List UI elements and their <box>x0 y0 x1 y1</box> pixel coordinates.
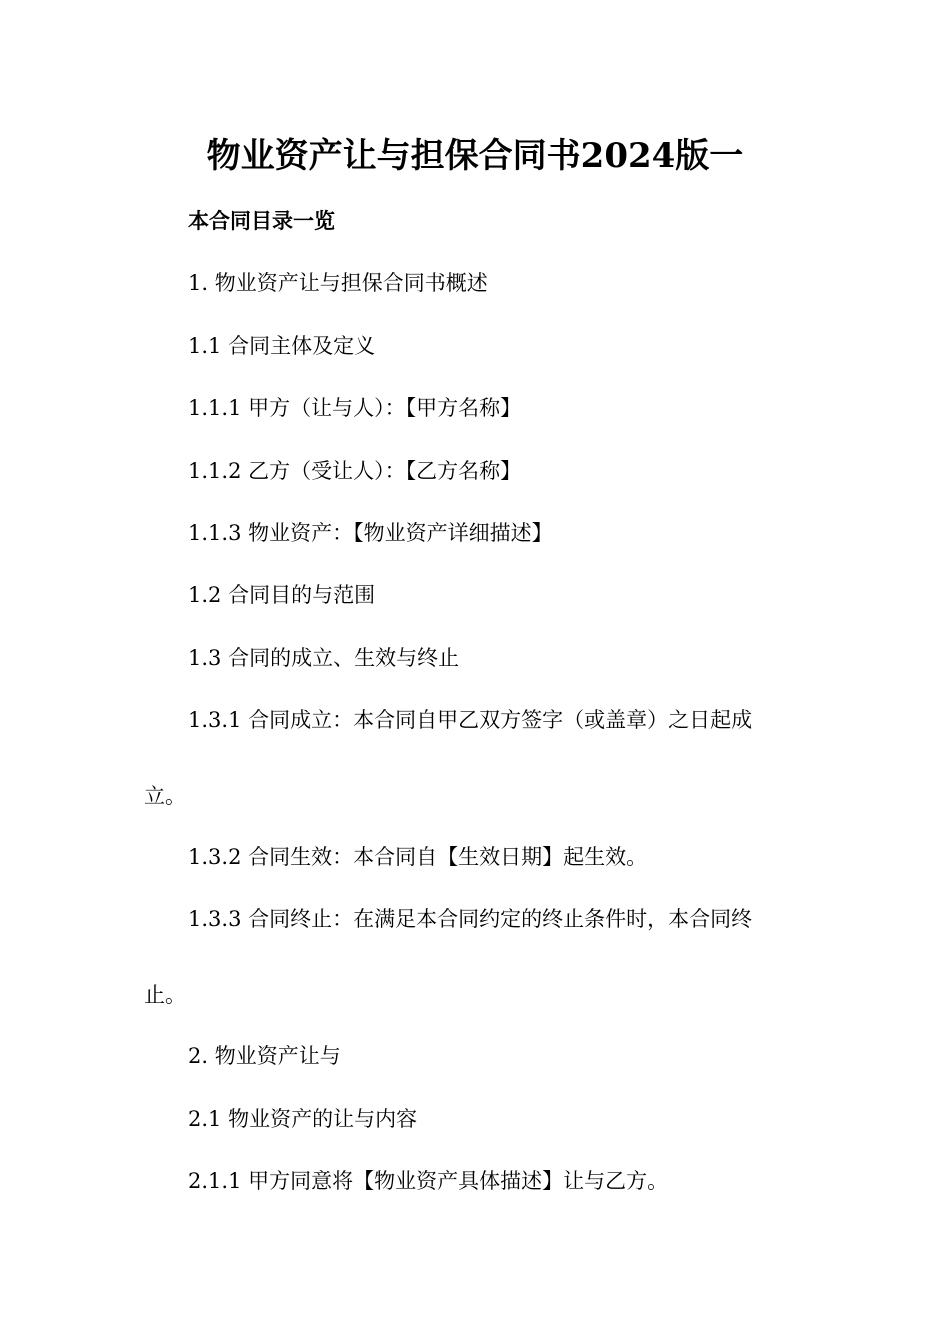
toc-line: 2.1.1 甲方同意将【物业资产具体描述】让与乙方。 <box>188 1169 669 1193</box>
toc-line: 1.1 合同主体及定义 <box>188 334 376 358</box>
toc-line: 1.3 合同的成立、生效与终止 <box>188 646 460 670</box>
toc-line: 1.3.2 合同生效：本合同自【生效日期】起生效。 <box>188 845 648 869</box>
toc-line: 2.1 物业资产的让与内容 <box>188 1107 418 1131</box>
toc-line: 2. 物业资产让与 <box>188 1044 341 1068</box>
toc-heading: 本合同目录一览 <box>188 208 335 233</box>
toc-line: 1.3.1 合同成立：本合同自甲乙双方签字（或盖章）之日起成 <box>188 708 753 732</box>
toc-line: 1.1.3 物业资产：【物业资产详细描述】 <box>188 521 553 545</box>
toc-line: 1.1.2 乙方（受让人）：【乙方名称】 <box>188 459 522 483</box>
toc-line: 1. 物业资产让与担保合同书概述 <box>188 271 488 295</box>
document-title: 物业资产让与担保合同书2024版一 <box>206 136 744 176</box>
toc-line: 1.3.3 合同终止：在满足本合同约定的终止条件时，本合同终 <box>188 907 753 931</box>
toc-line: 1.1.1 甲方（让与人）：【甲方名称】 <box>188 396 522 420</box>
toc-line-continuation: 止。 <box>144 983 186 1007</box>
toc-line: 1.2 合同目的与范围 <box>188 583 376 607</box>
toc-line-continuation: 立。 <box>144 784 186 808</box>
